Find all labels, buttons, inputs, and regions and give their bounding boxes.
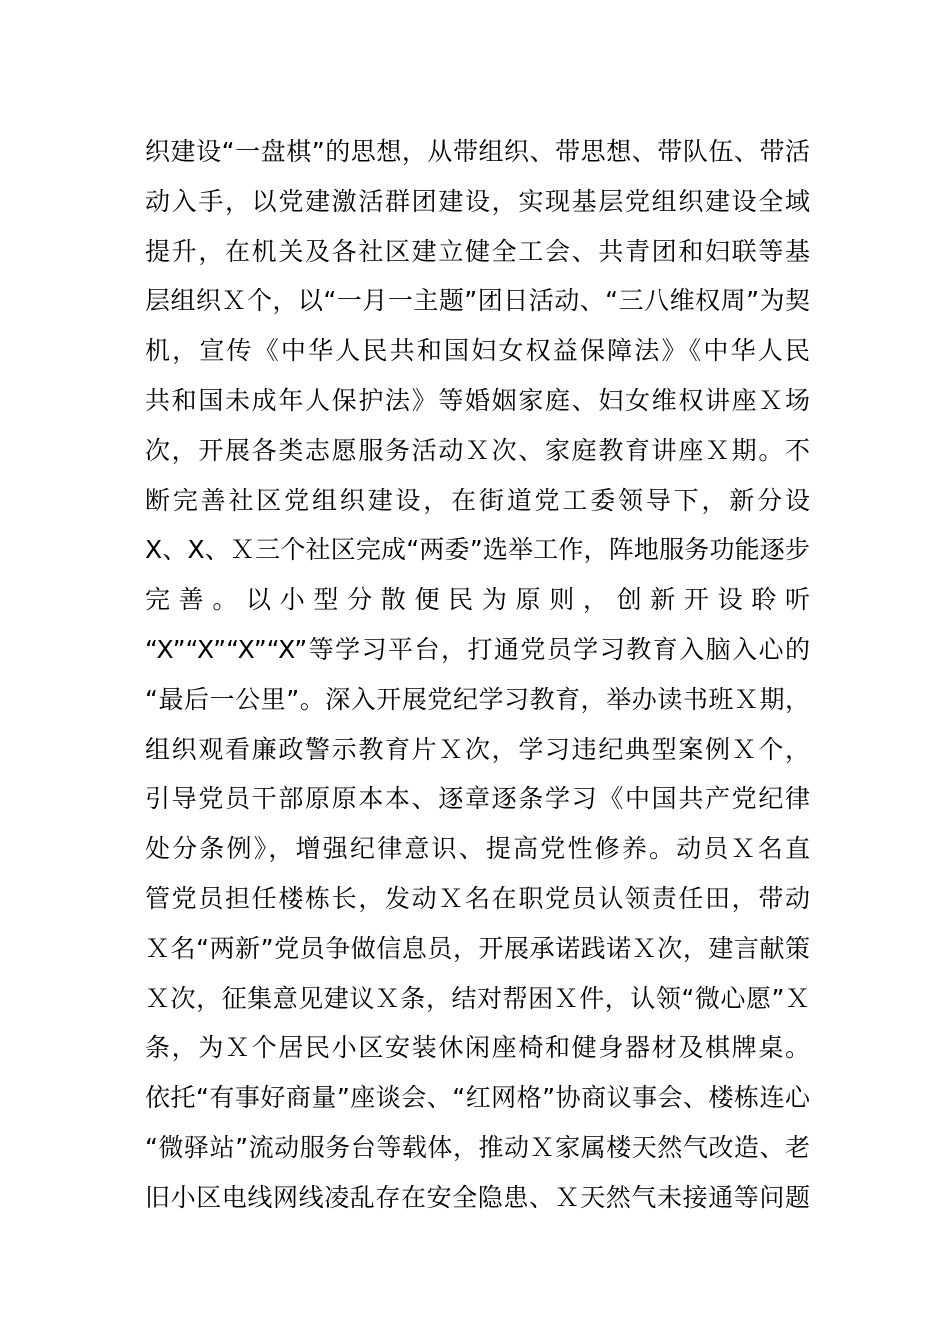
text-line: 旧小区电线网线凌乱存在安全隐患、Ｘ天然气未接通等问题	[145, 1182, 810, 1212]
text-line: “最后一公里”。深入开展党纪学习教育，举办读书班Ｘ期，	[145, 684, 810, 714]
text-line: 共和国未成年人保护法》等婚姻家庭、妇女维权讲座Ｘ场	[145, 385, 810, 415]
text-line: 引导党员干部原原本本、逐章逐条学习《中国共产党纪律	[145, 784, 810, 814]
body-text	[145, 127, 810, 1223]
text-line: 动入手，以党建激活群团建设，实现基层党组织建设全域	[145, 186, 810, 216]
text-line: 处分条例》，增强纪律意识、提高党性修养。动员Ｘ名直	[145, 834, 810, 864]
text-line: Ｘ名“两新”党员争做信息员，开展承诺践诺Ｘ次，建言献策	[145, 933, 810, 963]
text-line: 层组织Ｘ个，以“一月一主题”团日活动、“三八维权周”为契	[145, 286, 810, 316]
text-line: 次，开展各类志愿服务活动Ｘ次、家庭教育讲座Ｘ期。不	[145, 435, 810, 465]
text-line: “微驿站”流动服务台等载体，推动Ｘ家属楼天然气改造、老	[145, 1132, 810, 1162]
text-line: 完善。以小型分散便民为原则，创新开设聆听	[145, 585, 810, 615]
text-line: 管党员担任楼栋长，发动Ｘ名在职党员认领责任田，带动	[145, 883, 810, 913]
text-line: Ｘ次，征集意见建议Ｘ条，结对帮困Ｘ件，认领“微心愿”Ｘ	[145, 983, 810, 1013]
text-line: X、X、Ｘ三个社区完成“两委”选举工作，阵地服务功能逐步	[145, 535, 810, 565]
text-line: 机，宣传《中华人民共和国妇女权益保障法》《中华人民	[145, 336, 810, 366]
text-line: “X”“X”“X”“X”等学习平台，打通党员学习教育入脑入心的	[145, 634, 810, 664]
text-line: 断完善社区党组织建设，在街道党工委领导下，新分设	[145, 485, 810, 515]
text-line: 条，为Ｘ个居民小区安装休闲座椅和健身器材及棋牌桌。	[145, 1033, 810, 1063]
text-line: 织建设“一盘棋”的思想，从带组织、带思想、带队伍、带活	[145, 137, 810, 166]
text-line: 提升，在机关及各社区建立健全工会、共青团和妇联等基	[145, 236, 810, 266]
text-line: 依托“有事好商量”座谈会、“红网格”协商议事会、楼栋连心	[145, 1083, 810, 1113]
text-line: 组织观看廉政警示教育片Ｘ次，学习违纪典型案例Ｘ个，	[145, 734, 810, 764]
